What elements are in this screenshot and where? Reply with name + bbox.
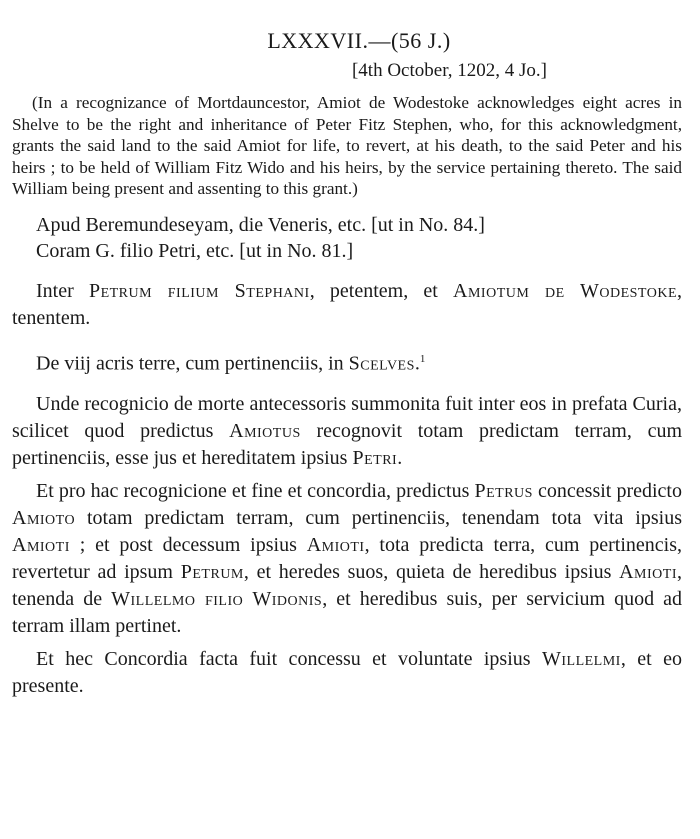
text-run: Et pro hac recognicione et fine et concordia, predictus bbox=[36, 480, 475, 503]
text-run: , et heredibus suis, per servicium quod ad terram illam pertinet. bbox=[12, 588, 682, 638]
text-run: totam predictam terram, cum pertinenciis, tenendam tota vita ipsius bbox=[75, 507, 682, 530]
text-run: De viij acris terre, cum pertinenciis, in bbox=[36, 352, 349, 375]
person-name: Amiotus bbox=[229, 420, 301, 443]
person-name: Amioti bbox=[619, 561, 677, 584]
party-name: Amiotum de Wodestoke bbox=[453, 279, 677, 302]
person-name: Petrum bbox=[180, 561, 244, 584]
text-run: . bbox=[397, 447, 403, 470]
text-run: , tenentem. bbox=[12, 279, 682, 329]
text-run: , tenenda de bbox=[12, 561, 682, 611]
person-name: Petri bbox=[352, 447, 398, 470]
coram-line: Coram G. filio Petri, etc. [ut in No. 81.] bbox=[36, 239, 354, 262]
text-run: Inter bbox=[36, 279, 89, 302]
text-run: recognovit totam predictam terram, cum pertinenciis, esse jus et hereditatem ipsius bbox=[12, 420, 683, 470]
text-run: , et heredes suos, quieta de heredibus ipsius bbox=[243, 561, 620, 584]
place-name: Scelves bbox=[348, 352, 415, 375]
text-run: Unde recognicio de morte antecessoris summonita fuit inter eos in prefata Curia, scilicet quod predictus bbox=[12, 393, 682, 443]
concession-paragraph bbox=[12, 478, 682, 640]
text-run: Et hec Concordia facta fuit concessu et voluntate ipsius bbox=[36, 648, 542, 671]
text-run: concessit predicto bbox=[532, 480, 682, 503]
parties-paragraph bbox=[12, 278, 682, 332]
text-run: , petentem, et bbox=[309, 279, 454, 302]
text-run: , tota predicta terra, cum pertinencis, revertetur ad ipsum bbox=[12, 534, 683, 584]
text-run: , et eo presente. bbox=[12, 648, 682, 698]
text-run: ; et post decessum ipsius bbox=[69, 534, 307, 557]
person-name: Willelmi bbox=[541, 648, 621, 671]
recognition-paragraph bbox=[12, 391, 682, 472]
footnote-mark: 1 bbox=[419, 352, 426, 365]
person-name: Petrus bbox=[474, 480, 533, 503]
party-name: Petrum filium Stephani bbox=[88, 279, 310, 302]
place-line: Apud Beremundeseyam, die Veneris, etc. [ut in No. 84.] bbox=[36, 213, 485, 236]
person-name: Amioti bbox=[12, 534, 70, 557]
text-run: . bbox=[414, 352, 420, 375]
charter-date: [4th October, 1202, 4 Jo.] bbox=[351, 60, 547, 81]
assent-paragraph bbox=[12, 646, 682, 700]
person-name: Amioto bbox=[12, 507, 76, 530]
person-name: Amioti bbox=[306, 534, 365, 557]
english-summary: (In a recognizance of Mortdauncestor, Amiot de Wodestoke acknowledges eight acres in Shelve to be the right and inheritance of Peter Fitz Stephen, who, for this acknowledgment, grants the said land to the said Amiot for life, to revert, at his death, to the said Peter and his heirs ; to be held of William Fitz Wido and his heirs, by the service pertaining thereto. The said William being present and assenting to this grant.) bbox=[12, 93, 682, 198]
charter-heading: LXXXVII.—(56 J.) bbox=[267, 28, 451, 53]
document-page bbox=[12, 28, 682, 706]
land-paragraph bbox=[12, 346, 682, 378]
person-name: Willelmo filio Widonis bbox=[111, 588, 323, 611]
